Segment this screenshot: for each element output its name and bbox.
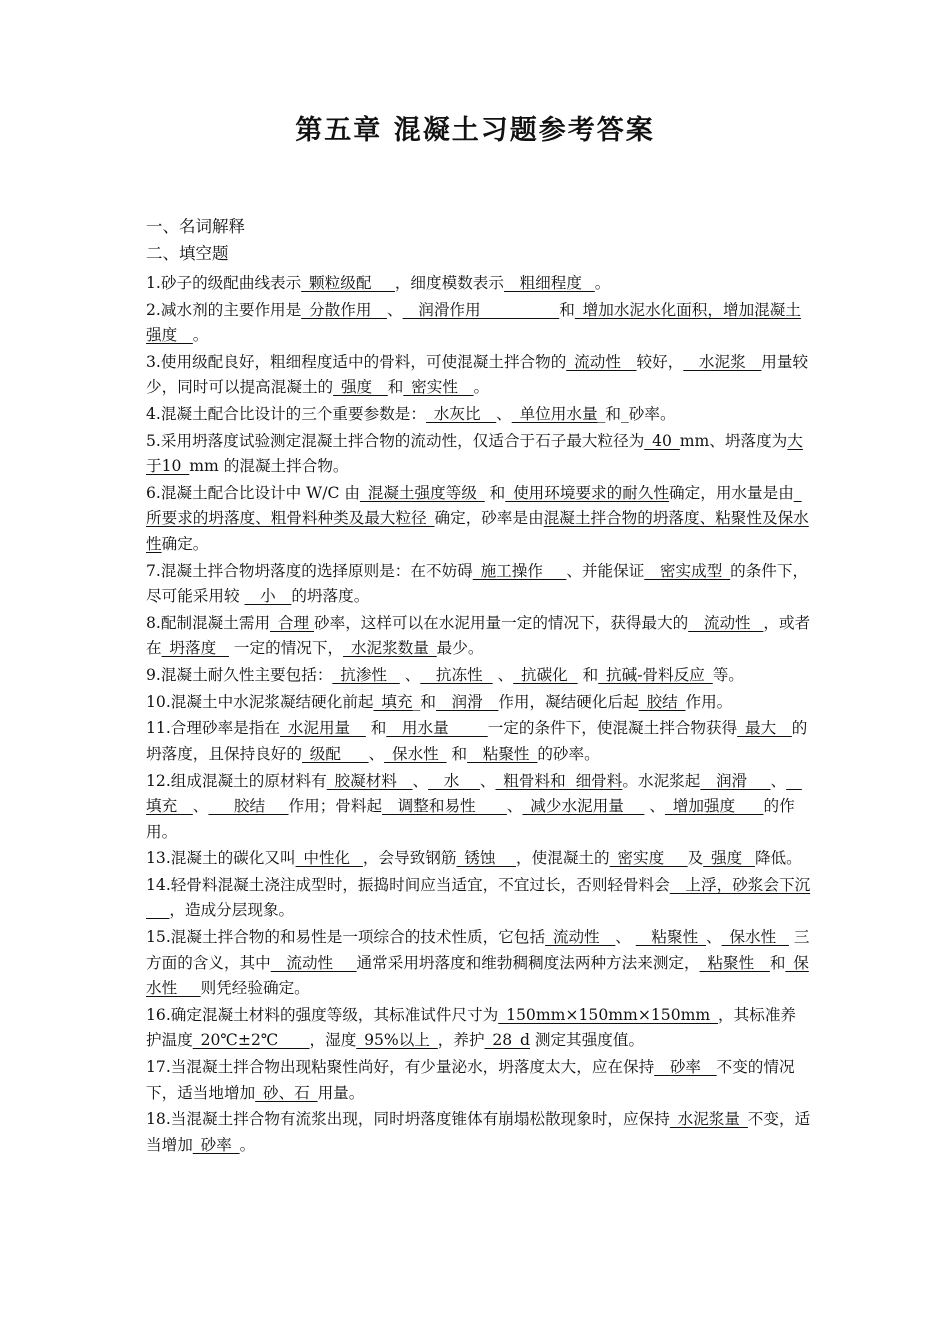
question-text: 12.组成混凝土的原材料有 bbox=[146, 771, 327, 790]
question-text: 18.当混凝土拌合物有流浆出现，同时坍落度锥体有崩塌松散现象时，应保持 bbox=[146, 1110, 670, 1129]
question-text: 及 bbox=[687, 849, 704, 868]
question-text: 、 bbox=[615, 928, 636, 947]
question-text: 用量较少，同时可以提高混凝土的 bbox=[146, 352, 809, 397]
question-text: 、 bbox=[412, 771, 429, 790]
question-text: 不变的情况下，适当地增加 bbox=[146, 1058, 795, 1102]
question-text: _和 bbox=[412, 692, 436, 711]
answer-blank: _保水性_ bbox=[721, 928, 789, 947]
question-text: 、并能保证 bbox=[566, 561, 645, 580]
document-body bbox=[146, 214, 811, 1158]
question-text: ，其标准养护温度 bbox=[146, 1005, 797, 1050]
question-text: ，或者在 bbox=[146, 613, 811, 658]
question-text: 、 bbox=[706, 928, 722, 947]
question-text: 的砂率。 bbox=[537, 744, 600, 763]
question-item bbox=[146, 559, 811, 610]
question-item bbox=[146, 429, 811, 480]
question-text: 13.混凝土的碳化又叫 bbox=[146, 849, 296, 868]
question-text: ，会导致钢筋 bbox=[362, 849, 457, 868]
question-item bbox=[146, 1107, 811, 1158]
question-text: 11.合理砂率是指在 bbox=[146, 719, 280, 738]
answer-blank: __流动性___ bbox=[270, 953, 357, 972]
question-text: 9.混凝土耐久性主要包括： bbox=[146, 666, 333, 684]
question-text: ，湿度 bbox=[309, 1031, 357, 1050]
question-text: ，细度模数表示 bbox=[394, 274, 504, 292]
section-heading-fill-in: 二、填空题 bbox=[146, 244, 229, 263]
question-text: 15.混凝土拌合物的和易性是一项综合的技术性质，它包括 bbox=[146, 928, 546, 947]
question-text: 、 bbox=[192, 797, 209, 816]
question-item bbox=[146, 271, 811, 297]
question-text: 6.混凝土配合比设计中 W/C 由 bbox=[146, 483, 360, 502]
answer-blank: _强度_ bbox=[703, 849, 755, 868]
question-text: 。 bbox=[594, 274, 611, 292]
question-text: 2.减水剂的主要作用是 bbox=[146, 300, 302, 319]
answer-blank: _水灰比__ bbox=[425, 405, 497, 424]
question-item bbox=[146, 481, 811, 558]
question-text: 4.混凝土配合比设计的三个重要参数是： bbox=[146, 405, 426, 424]
question-text: 3.使用级配良好，粗细程度适中的骨料，可使混凝土拌合物的 bbox=[146, 352, 567, 371]
answer-blank: __润滑___ bbox=[700, 771, 771, 790]
question-text: 7.混凝土拌合物坍落度的选择原则是：在不妨碍 bbox=[146, 561, 473, 580]
question-text: 、 bbox=[492, 666, 514, 684]
question-text: 确定。 bbox=[161, 534, 209, 553]
question-item bbox=[146, 298, 811, 349]
question-text: 、 bbox=[368, 744, 385, 763]
question-text: 。水泥浆起 bbox=[622, 771, 701, 790]
question-text: 不变，适当增加 bbox=[146, 1110, 811, 1154]
question-item bbox=[146, 873, 811, 924]
answer-blank: _抗碳化 bbox=[513, 666, 578, 684]
answer-blank: __水__ bbox=[428, 771, 480, 790]
answer-blank: _增加强度___ bbox=[664, 797, 764, 816]
answer-blank: _分散作用__ bbox=[301, 300, 388, 319]
answer-blank: _砂率_ bbox=[192, 1135, 240, 1154]
answer-blank: __砂率__ bbox=[654, 1058, 717, 1076]
answer-blank: _颗粒级配___ bbox=[301, 274, 395, 292]
answer-blank: _28_d bbox=[484, 1031, 530, 1050]
answer-blank: _砂、石_ bbox=[255, 1083, 318, 1102]
answer-blank: _最大__ bbox=[737, 719, 792, 738]
answer-blank: __密实成型_ bbox=[644, 561, 731, 580]
question-text: 和 bbox=[559, 300, 575, 319]
question-text: mm 的混凝土拌合物。 bbox=[189, 457, 349, 476]
question-text: 测定其强度值。 bbox=[529, 1031, 645, 1050]
question-text: 和 bbox=[577, 666, 599, 684]
question-list bbox=[146, 271, 811, 1158]
question-text: 、 bbox=[399, 666, 421, 684]
answer-blank: _单位用水量 bbox=[511, 405, 598, 424]
question-text: 降低。 bbox=[754, 849, 802, 868]
answer-blank: _胶凝材料__ bbox=[326, 771, 413, 790]
question-text: 确定，用水量是由 bbox=[669, 483, 794, 502]
question-text: 作用，凝结硬化后起 bbox=[498, 692, 639, 711]
question-text: 和 bbox=[446, 744, 468, 763]
answer-blank: __粗细程度_ bbox=[503, 274, 595, 292]
answer-blank: _填充 bbox=[373, 692, 413, 711]
answer-blank: _粘聚性__ bbox=[699, 953, 770, 972]
question-item bbox=[146, 611, 811, 662]
answer-blank: _粗骨料和 细骨料 bbox=[495, 771, 623, 790]
question-text: ，使混凝土的 bbox=[516, 849, 610, 868]
question-text: 等。 bbox=[712, 666, 744, 684]
answer-blank: _混凝土强度等级_ bbox=[359, 483, 485, 502]
question-text: 三方面的含义，其中 bbox=[146, 928, 810, 972]
answer-blank: _合理 bbox=[270, 613, 314, 632]
question-text: 5.采用坍落度试验测定混凝土拌合物的流动性，仅适合于石子最大粒径为 bbox=[146, 431, 645, 450]
question-text: 通常采用坍落度和维勃稠稠度法两种方法来测定， bbox=[356, 953, 700, 972]
question-item bbox=[146, 716, 811, 767]
question-text: 、 bbox=[506, 797, 523, 816]
question-text: 1.砂子的级配曲线表示 bbox=[146, 274, 302, 292]
question-text: 则凭经验确定。 bbox=[200, 979, 310, 998]
answer-blank: __粘聚性_ bbox=[635, 928, 706, 947]
question-item bbox=[146, 350, 811, 401]
question-text: 一定的情况下， bbox=[228, 639, 344, 658]
question-text: 砂率，这样可以在水泥用量一定的情况下，获得最大的 bbox=[314, 613, 689, 632]
question-text: 17.当混凝土拌合物出现粘聚性尚好，有少量泌水，坍落度太大，应在保持 bbox=[146, 1058, 655, 1076]
answer-blank: _增加水泥水化面积，增加混凝土强度__ bbox=[146, 300, 801, 345]
answer-blank: _保水性_ bbox=[384, 744, 447, 763]
question-text: 和 bbox=[769, 953, 786, 972]
question-item bbox=[146, 1003, 811, 1054]
question-item bbox=[146, 1055, 811, 1106]
answer-blank: __粘聚性_ bbox=[467, 744, 538, 763]
answer-blank: _减少水泥用量__ bbox=[522, 797, 645, 816]
question-text: 的坍落度。 bbox=[291, 587, 370, 606]
question-text: 。 bbox=[239, 1135, 256, 1154]
answer-blank: __润滑__ bbox=[435, 692, 499, 711]
question-text: 的条件下，尽可能采用较 bbox=[146, 561, 809, 606]
answer-blank: _使用环境要求的耐久性 bbox=[505, 483, 670, 502]
answer-blank: _流动性__ bbox=[545, 928, 616, 947]
answer-blank: __上浮，砂浆会下沉___ bbox=[146, 875, 811, 920]
question-text: 作用；骨料起 bbox=[288, 797, 383, 816]
answer-blank: _锈蚀__ bbox=[456, 849, 517, 868]
answer-blank: __水泥浆__ bbox=[683, 352, 762, 371]
answer-blank: _40_ bbox=[644, 431, 680, 450]
question-text: 16.确定混凝土材料的强度等级，其标准试件尺寸为 bbox=[146, 1005, 499, 1024]
question-text: 确定，砂率是由 bbox=[434, 509, 544, 528]
question-text: 。 bbox=[473, 378, 490, 397]
question-text: 。 bbox=[192, 326, 209, 345]
answer-blank: _保水性___ bbox=[146, 953, 809, 998]
question-text: _和_砂率。 bbox=[597, 405, 676, 424]
question-text: 的作用。 bbox=[146, 797, 795, 841]
answer-blank: _所要求的坍落度、粗骨料种类及最大粒径_ bbox=[146, 483, 802, 528]
answer-blank: __填充__ bbox=[146, 771, 802, 816]
question-text: 较好， bbox=[636, 352, 684, 371]
question-text: 、 bbox=[479, 771, 496, 790]
question-text: 和 bbox=[484, 483, 506, 502]
question-text: 14.轻骨料混凝土浇注成型时，振捣时间应当适宜，不宜过长，否则轻骨料会 bbox=[146, 875, 670, 894]
answer-blank: __抗冻性 bbox=[420, 666, 493, 684]
question-text: 、 bbox=[496, 405, 512, 424]
question-item bbox=[146, 402, 811, 428]
question-text: mm、坍落度为 bbox=[679, 431, 788, 450]
question-text: 、 bbox=[644, 797, 665, 816]
answer-blank: __调整和易性____ bbox=[382, 797, 507, 816]
answer-blank: _坍落度_ bbox=[161, 639, 229, 658]
question-item bbox=[146, 846, 811, 872]
question-text: 、 bbox=[387, 300, 403, 319]
answer-blank: _级配 _ bbox=[301, 744, 369, 763]
answer-blank: __流动性_ bbox=[688, 613, 764, 632]
answer-blank: _水泥浆数量_ bbox=[343, 639, 437, 658]
answer-blank: _20℃±2℃____ bbox=[192, 1031, 310, 1050]
answer-blank: _密实度___ bbox=[609, 849, 688, 868]
answer-blank: 混凝土拌合物的坍落度、粘聚性及保水性 bbox=[146, 509, 809, 553]
answer-blank: _150mm×150mm×150mm_ bbox=[498, 1005, 719, 1024]
answer-blank: _施工操作___ bbox=[472, 561, 567, 580]
question-text: 、 bbox=[770, 771, 787, 790]
answer-blank: _抗碱-骨料反应_ bbox=[598, 666, 713, 684]
question-text: 和 bbox=[365, 719, 387, 738]
question-text: 作用。 bbox=[685, 692, 733, 711]
question-text: 一定的条件下，使混凝土拌合物获得 bbox=[487, 719, 738, 738]
question-text: 最少。 bbox=[436, 639, 484, 658]
question-text: 的坍落度，且保持良好的 bbox=[146, 719, 808, 763]
question-text: 和 bbox=[387, 378, 404, 397]
question-item bbox=[146, 663, 811, 689]
question-item bbox=[146, 925, 811, 1002]
answer-blank: _强度__ bbox=[333, 378, 388, 397]
answer-blank: __用水量_____ bbox=[386, 719, 488, 738]
question-text: ，造成分层现象。 bbox=[169, 901, 295, 920]
document-title: 第五章 混凝土习题参考答案 bbox=[295, 115, 655, 146]
answer-blank: __润滑作用_ ____ bbox=[402, 300, 560, 319]
answer-blank: _流动性__ bbox=[566, 352, 637, 371]
answer-blank: _水泥浆量_ bbox=[669, 1110, 748, 1129]
answer-blank: _密实性__ bbox=[403, 378, 474, 397]
question-text: 用量。 bbox=[317, 1083, 365, 1102]
answer-blank: _抗渗性_ bbox=[332, 666, 400, 684]
question-text: ，养护 bbox=[437, 1031, 485, 1050]
answer-blank: _胶结_ bbox=[638, 692, 686, 711]
answer-blank: _水泥用量__ bbox=[279, 719, 366, 738]
answer-blank: _95%以上_ bbox=[356, 1031, 438, 1050]
answer-blank: __小__ bbox=[244, 587, 292, 606]
question-text: 10.混凝土中水泥浆凝结硬化前起 bbox=[146, 692, 374, 711]
answer-blank: _中性化_ bbox=[295, 849, 363, 868]
answer-blank: __胶结___ bbox=[208, 797, 289, 816]
question-text: 8.配制混凝土需用 bbox=[146, 613, 271, 632]
question-item bbox=[146, 690, 811, 716]
section-heading-definitions: 一、名词解释 bbox=[146, 217, 245, 236]
answer-blank: 大于10_ bbox=[146, 431, 803, 476]
question-item bbox=[146, 769, 811, 846]
